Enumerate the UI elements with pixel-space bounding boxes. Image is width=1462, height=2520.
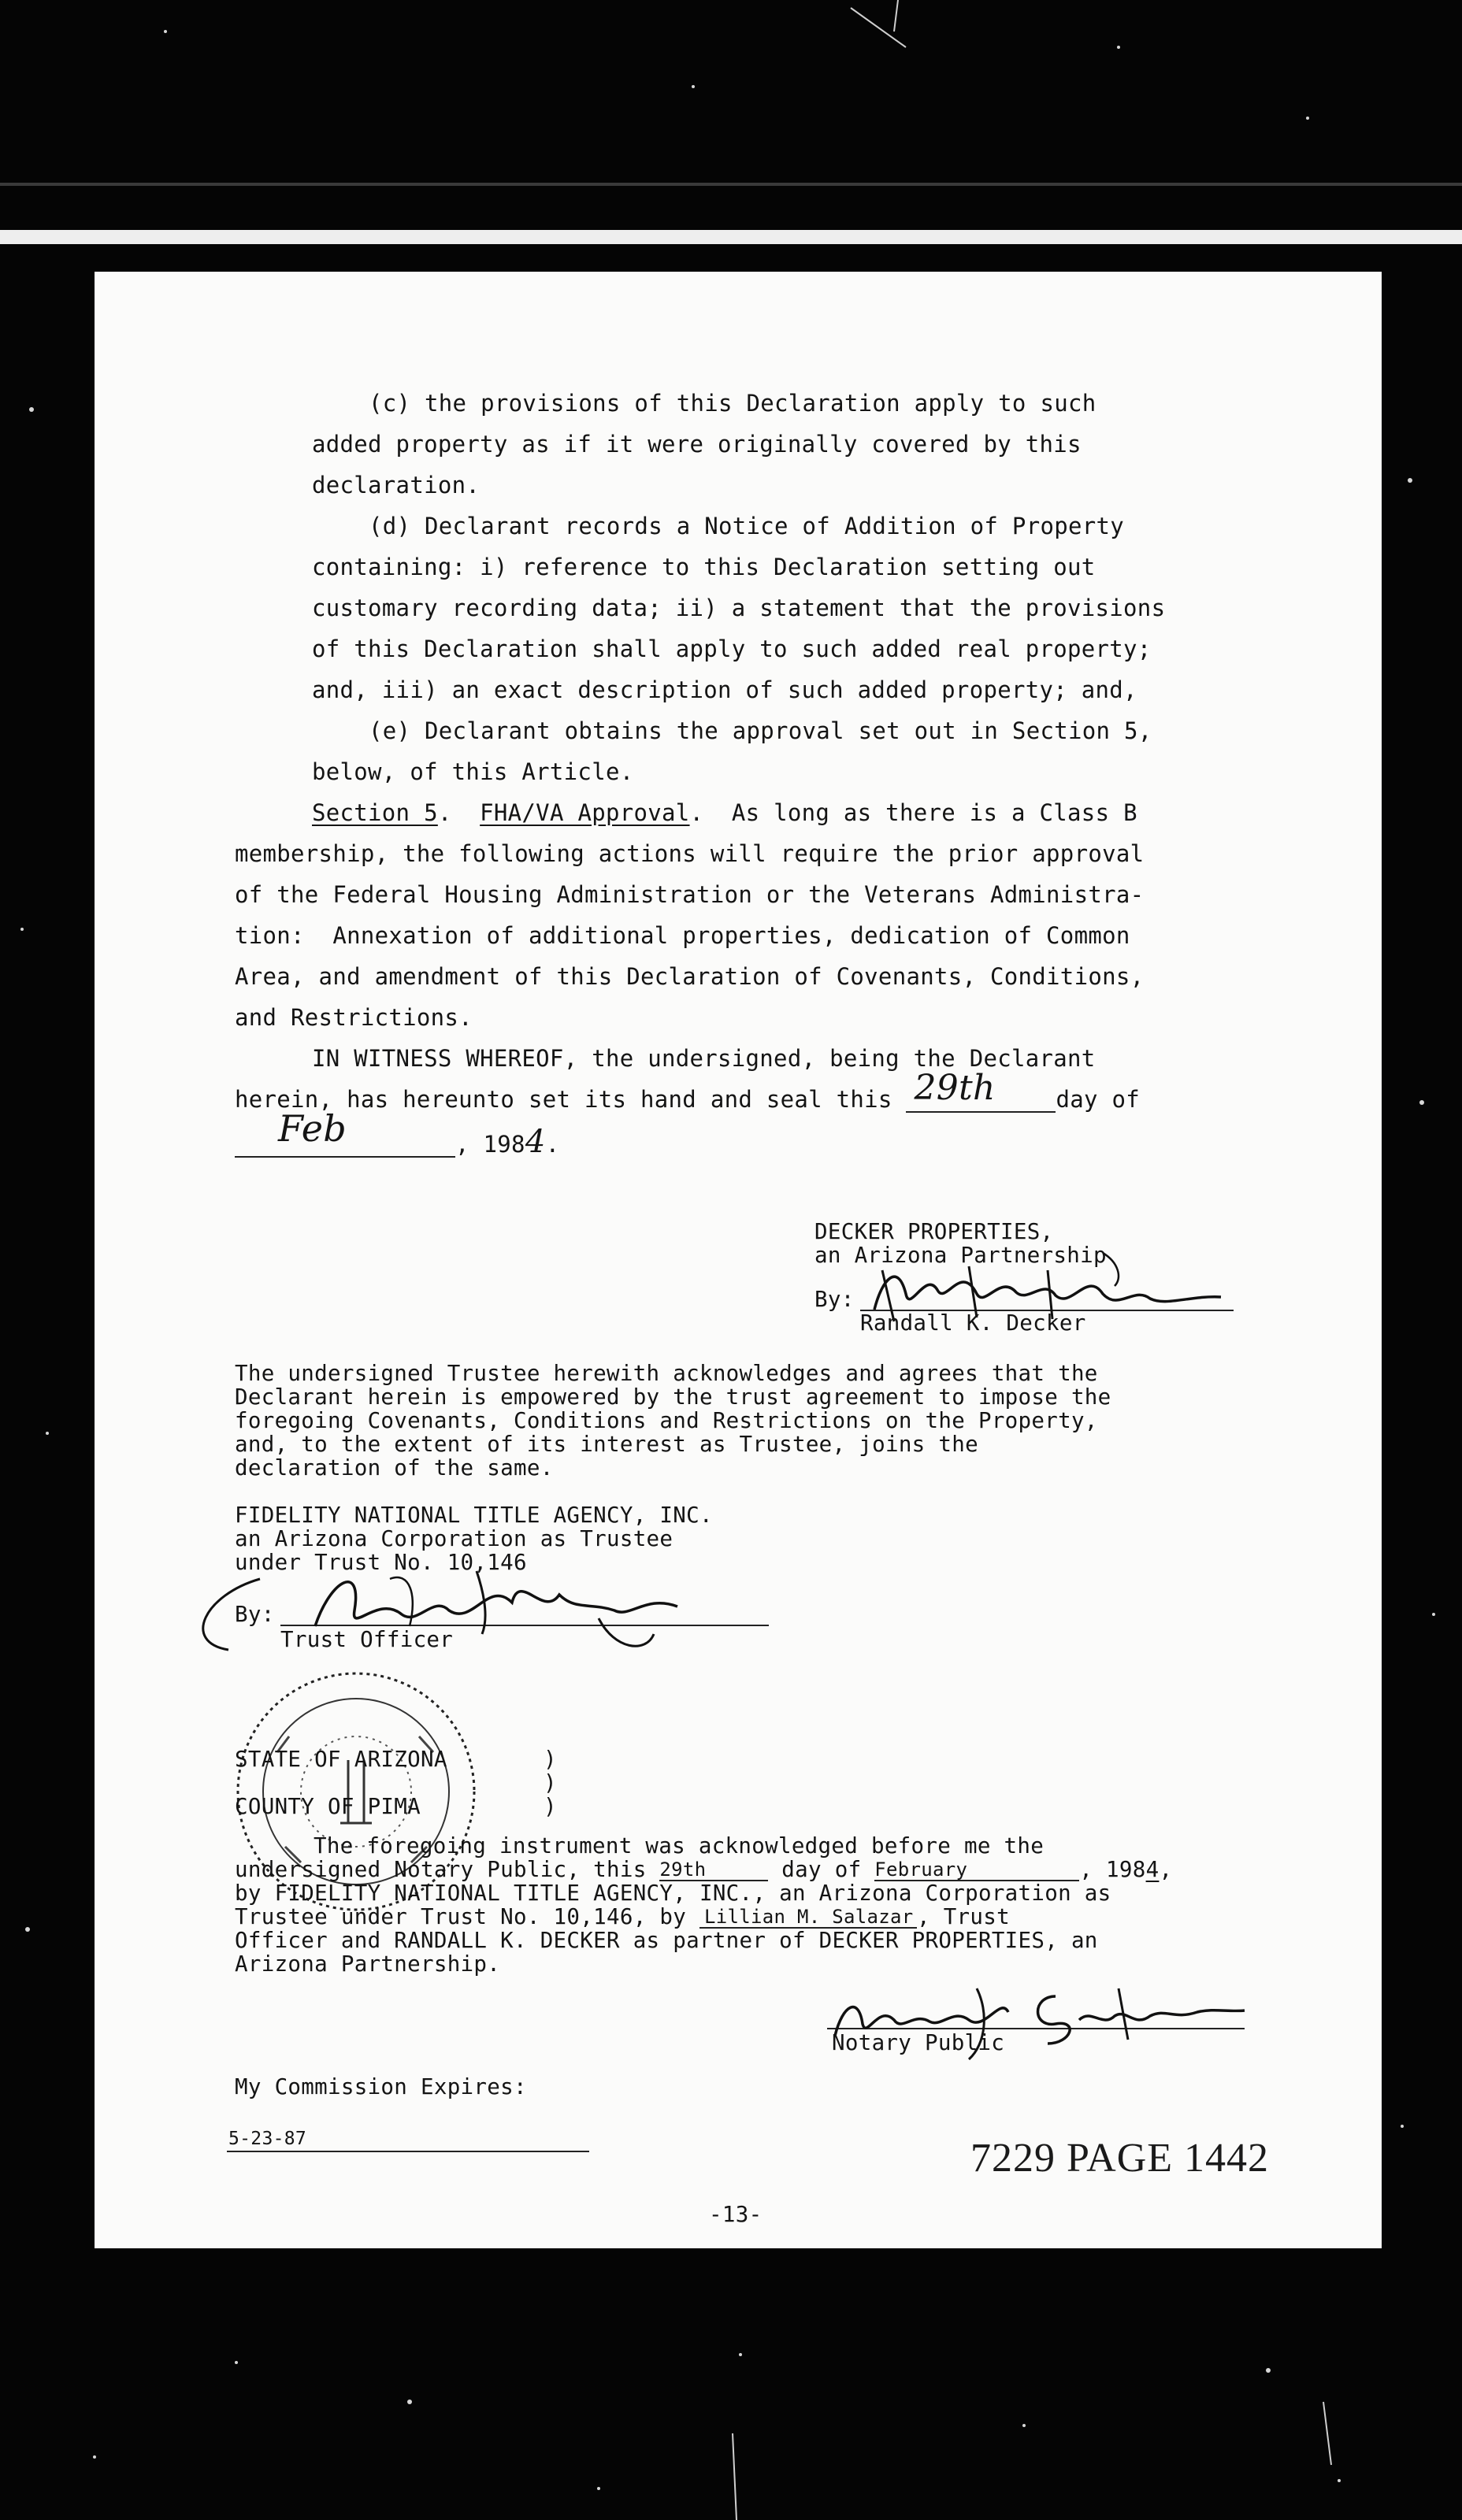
notary-ack-line: Officer and RANDALL K. DECKER as partner of DECKER PROPERTIES, an [235, 1928, 1098, 1953]
body-line: added property as if it were originally covered by this [312, 431, 1082, 458]
declarant-type: an Arizona Partnership [814, 1243, 1107, 1268]
notary-ack-line [235, 1858, 1172, 1881]
trustee-name: FIDELITY NATIONAL TITLE AGENCY, INC. [235, 1503, 713, 1528]
notary-year-digit: 4 [1145, 1857, 1160, 1882]
venue-state: STATE OF ARIZONA [235, 1747, 447, 1772]
page-number: -13- [709, 2202, 763, 2227]
trustee-ack-line: The undersigned Trustee herewith acknowledges and agrees that the [235, 1361, 1098, 1386]
trustee-ack-line: foregoing Covenants, Conditions and Restrictions on the Property, [235, 1408, 1098, 1433]
notary-title: Notary Public [832, 2030, 1005, 2055]
witness-text: day of [1056, 1086, 1141, 1113]
witness-text: herein, has hereunto set its hand and seal this [235, 1086, 892, 1113]
notary-officer: Lillian M. Salazar [703, 1906, 914, 1928]
venue-bracket: ) [544, 1770, 557, 1796]
body-line: containing: i) reference to this Declaration setting out [312, 554, 1096, 580]
notary-month-blank [874, 1858, 1079, 1881]
trustee-ack-line: Declarant herein is empowered by the trust agreement to impose the [235, 1384, 1111, 1410]
notary-ack-line: Arizona Partnership. [235, 1951, 501, 1977]
body-line: of this Declaration shall apply to such added real property; [312, 636, 1152, 662]
section-5-heading: FHA/VA Approval [480, 799, 690, 826]
commission-date-line [227, 2151, 589, 2152]
body-line: and Restrictions. [235, 1004, 473, 1031]
trustee-title: Trust Officer [280, 1627, 454, 1652]
month-blank [235, 1107, 455, 1158]
handwritten-year: 4 [525, 1124, 546, 1160]
trustee-line: under Trust No. 10,146 [235, 1550, 527, 1575]
body-line: tion: Annexation of additional properties, dedication of Common [235, 922, 1130, 949]
trustee-line: an Arizona Corporation as Trustee [235, 1526, 673, 1551]
notary-text: , Trust [916, 1904, 1010, 1929]
venue-bracket: ) [544, 1747, 557, 1772]
venue-county: COUNTY OF PIMA [235, 1794, 421, 1819]
body-line: declaration. [312, 472, 481, 498]
handwritten-day: 29th [914, 1068, 996, 1108]
declarant-name: DECKER PROPERTIES, [814, 1219, 1054, 1244]
trustee-signature [173, 1547, 772, 1666]
notary-text: , [1159, 1857, 1173, 1882]
trustee-ack-line: declaration of the same. [235, 1455, 554, 1480]
body-line: below, of this Article. [312, 758, 634, 785]
trustee-by-label: By: [235, 1602, 275, 1627]
notary-text: , 198 [1079, 1857, 1146, 1882]
commission-date: 5-23-87 [228, 2129, 307, 2149]
notary-ack-line [235, 1905, 1010, 1929]
document-page [95, 272, 1382, 2248]
year-suffix: . [545, 1131, 560, 1158]
notary-ack-line: The foregoing instrument was acknowledged before me the [314, 1833, 1045, 1858]
section-5-label: Section 5 [312, 799, 438, 826]
witness-line: IN WITNESS WHEREOF, the undersigned, being the Declarant [312, 1045, 1096, 1072]
declarant-signer: Randall K. Decker [860, 1310, 1086, 1336]
handwritten-month: Feb [278, 1107, 347, 1150]
notary-text: undersigned Notary Public, this [235, 1857, 647, 1882]
body-line: and, iii) an exact description of such added property; and, [312, 676, 1137, 703]
witness-date-line [235, 1107, 560, 1160]
notary-text: Trustee under Trust No. 10,146, by [235, 1904, 687, 1929]
commission-label: My Commission Expires: [235, 2074, 527, 2099]
notary-ack-line: by FIDELITY NATIONAL TITLE AGENCY, INC., an Arizona Corporation as [235, 1881, 1111, 1906]
venue-bracket: ) [544, 1794, 557, 1819]
day-blank [906, 1068, 1056, 1113]
notary-month: February [874, 1858, 968, 1881]
section-5-period: . [437, 799, 452, 826]
section-5-text: . As long as there is a Class B [689, 799, 1137, 826]
notary-day-blank [659, 1858, 768, 1881]
notary-day: 29th [659, 1858, 707, 1881]
body-line: membership, the following actions will require the prior approval [235, 840, 1145, 867]
notary-officer-blank [699, 1905, 917, 1929]
notary-text: day of [781, 1857, 862, 1882]
section-5-line [312, 799, 1137, 826]
body-line: Area, and amendment of this Declaration of Covenants, Conditions, [235, 963, 1145, 990]
body-line: (c) the provisions of this Declaration apply to such [369, 390, 1096, 417]
year-prefix: , 198 [455, 1131, 525, 1158]
trustee-ack-line: and, to the extent of its interest as Trustee, joins the [235, 1432, 978, 1457]
declarant-by-label: By: [814, 1287, 855, 1312]
body-line: of the Federal Housing Administration or the Veterans Administra- [235, 881, 1145, 908]
body-line: (d) Declarant records a Notice of Addition of Property [369, 513, 1125, 539]
body-line: (e) Declarant obtains the approval set out in Section 5, [369, 717, 1152, 744]
witness-line [235, 1068, 1141, 1113]
recording-reference: 7229 PAGE 1442 [970, 2136, 1270, 2181]
body-line: customary recording data; ii) a statement that the provisions [312, 595, 1166, 621]
